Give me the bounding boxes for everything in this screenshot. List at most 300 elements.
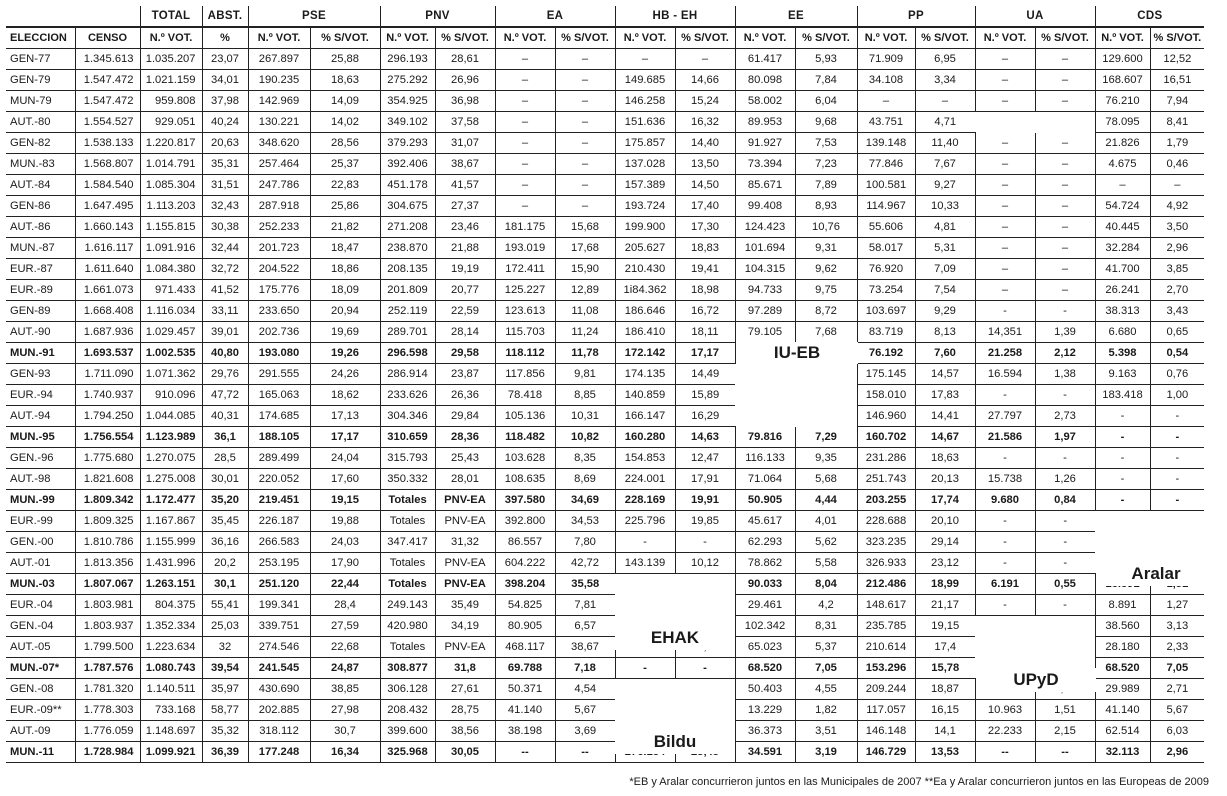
table-cell: 1.044.085: [140, 406, 202, 427]
table-cell: 21.586: [975, 427, 1035, 448]
table-cell: 208.432: [380, 700, 435, 721]
table-cell: 1,97: [1035, 427, 1095, 448]
table-cell: 61.417: [735, 49, 795, 70]
table-cell: 193.019: [495, 238, 555, 259]
table-cell: 35,49: [435, 595, 495, 616]
table-cell: -: [1095, 490, 1150, 511]
table-cell: 228.169: [615, 490, 675, 511]
table-cell: 148.617: [857, 595, 915, 616]
table-cell: 10,76: [795, 217, 857, 238]
table-cell: 3,34: [915, 70, 975, 91]
table-cell: 27,98: [310, 700, 380, 721]
table-cell: 36,16: [202, 532, 248, 553]
table-cell: 733.168: [140, 700, 202, 721]
group-header-ea: EA: [495, 6, 615, 27]
election-name-cell: GEN-79: [6, 70, 75, 91]
table-cell: 350.332: [380, 469, 435, 490]
group-header-cds: CDS: [1095, 6, 1204, 27]
table-cell: 1.080.743: [140, 658, 202, 679]
table-cell: –: [555, 70, 615, 91]
section-label-ehak: EHAK: [615, 626, 735, 650]
table-cell: [1095, 511, 1150, 532]
table-cell: 10.963: [975, 700, 1035, 721]
table-cell: 21.826: [1095, 133, 1150, 154]
table-cell: Totales: [380, 574, 435, 595]
table-cell: 105.136: [495, 406, 555, 427]
table-cell: 30,01: [202, 469, 248, 490]
table-cell: 34,19: [435, 616, 495, 637]
table-cell: [735, 406, 795, 427]
table-cell: 7,23: [795, 154, 857, 175]
table-cell: 29,58: [435, 343, 495, 364]
table-cell: 1.071.362: [140, 364, 202, 385]
table-cell: –: [1035, 133, 1095, 154]
table-cell: -: [1150, 448, 1204, 469]
table-cell: 41.140: [1095, 700, 1150, 721]
table-cell: 175.857: [615, 133, 675, 154]
table-cell: 97.289: [735, 301, 795, 322]
table-cell: 1.799.500: [75, 637, 140, 658]
table-cell: 30,38: [202, 217, 248, 238]
table-cell: 151.636: [615, 112, 675, 133]
table-cell: -: [1095, 469, 1150, 490]
table-cell: 79.105: [735, 322, 795, 343]
table-cell: 146.148: [857, 721, 915, 742]
table-cell: 21,82: [310, 217, 380, 238]
table-cell: 118.112: [495, 343, 555, 364]
table-cell: 323.235: [857, 532, 915, 553]
table-cell: 17,4: [915, 637, 975, 658]
table-cell: 199.900: [615, 217, 675, 238]
table-cell: 32: [202, 637, 248, 658]
table-cell: 1.091.916: [140, 238, 202, 259]
table-cell: 13.229: [735, 700, 795, 721]
table-cell: 398.204: [495, 574, 555, 595]
table-cell: 90.033: [735, 574, 795, 595]
column-header: N.º VOT.: [380, 27, 435, 49]
table-cell: 28,75: [435, 700, 495, 721]
table-cell: 21,88: [435, 238, 495, 259]
table-cell: 13,50: [675, 154, 735, 175]
table-cell: 3,85: [1150, 259, 1204, 280]
election-name-cell: AUT.-01: [6, 553, 75, 574]
table-cell: –: [975, 70, 1035, 91]
table-cell: 19,19: [435, 259, 495, 280]
table-cell: 289.701: [380, 322, 435, 343]
election-name-cell: MUN-79: [6, 91, 75, 112]
table-cell: –: [1095, 175, 1150, 196]
table-cell: 160.280: [615, 427, 675, 448]
table-cell: 73.394: [735, 154, 795, 175]
group-header-hb-eh: HB - EH: [615, 6, 735, 27]
table-cell: 165.063: [248, 385, 310, 406]
table-cell: 190.235: [248, 70, 310, 91]
table-cell: 306.128: [380, 679, 435, 700]
table-cell: 5,31: [915, 238, 975, 259]
column-header: % S/VOT.: [1150, 27, 1204, 49]
table-cell: Totales: [380, 553, 435, 574]
table-cell: 76.192: [857, 343, 915, 364]
table-cell: 2,15: [1035, 721, 1095, 742]
table-cell: 1.538.133: [75, 133, 140, 154]
table-cell: –: [915, 91, 975, 112]
table-cell: PNV-EA: [435, 511, 495, 532]
table-row: [6, 553, 1204, 574]
election-name-cell: GEN.-00: [6, 532, 75, 553]
table-cell: 1.123.989: [140, 427, 202, 448]
table-cell: 18,11: [675, 322, 735, 343]
table-cell: 14,67: [915, 427, 975, 448]
table-cell: 1.270.075: [140, 448, 202, 469]
table-cell: 1.345.613: [75, 49, 140, 70]
table-cell: 36.373: [735, 721, 795, 742]
table-cell: 41.700: [1095, 259, 1150, 280]
table-cell: –: [1035, 70, 1095, 91]
table-cell: 468.117: [495, 637, 555, 658]
column-header: %: [202, 27, 248, 49]
table-cell: 354.925: [380, 91, 435, 112]
table-cell: 1.155.999: [140, 532, 202, 553]
table-cell: 349.102: [380, 112, 435, 133]
table-cell: 1.263.151: [140, 574, 202, 595]
table-cell: 40,80: [202, 343, 248, 364]
table-cell: –: [975, 133, 1035, 154]
table-cell: 1.661.073: [75, 280, 140, 301]
table-cell: 304.675: [380, 196, 435, 217]
table-cell: 310.659: [380, 427, 435, 448]
table-cell: [735, 364, 795, 385]
table-cell: 80.905: [495, 616, 555, 637]
table-cell: -: [1095, 406, 1150, 427]
table-cell: 5,93: [795, 49, 857, 70]
table-cell: 35,58: [555, 574, 615, 595]
table-cell: 4,44: [795, 490, 857, 511]
table-cell: 19,41: [675, 259, 735, 280]
table-cell: 9,68: [795, 112, 857, 133]
table-cell: -: [1035, 532, 1095, 553]
table-cell: 257.464: [248, 154, 310, 175]
table-cell: 1.167.867: [140, 511, 202, 532]
table-cell: -: [975, 553, 1035, 574]
table-cell: 1.431.996: [140, 553, 202, 574]
table-cell: 102.342: [735, 616, 795, 637]
table-cell: 130.221: [248, 112, 310, 133]
table-cell: 124.423: [735, 217, 795, 238]
election-name-cell: GEN-86: [6, 196, 75, 217]
table-cell: [1035, 616, 1095, 637]
table-cell: 76.920: [857, 259, 915, 280]
table-cell: 154.853: [615, 448, 675, 469]
group-header-ua: UA: [975, 6, 1095, 27]
table-cell: 17,13: [310, 406, 380, 427]
election-name-cell: EUR.-94: [6, 385, 75, 406]
table-cell: 108.635: [495, 469, 555, 490]
table-cell: 99.408: [735, 196, 795, 217]
table-cell: 1.547.472: [75, 91, 140, 112]
table-cell: 1.085.304: [140, 175, 202, 196]
table-cell: 1.223.634: [140, 637, 202, 658]
table-cell: 20,94: [310, 301, 380, 322]
table-cell: 5.398: [1095, 343, 1150, 364]
table-row: [6, 322, 1204, 343]
table-cell: 117.856: [495, 364, 555, 385]
column-header: N.º VOT.: [140, 27, 202, 49]
table-cell: 18,62: [310, 385, 380, 406]
table-row: [6, 259, 1204, 280]
table-cell: 1.803.937: [75, 616, 140, 637]
table-cell: -: [1035, 595, 1095, 616]
table-cell: 1,38: [1035, 364, 1095, 385]
table-cell: 31,8: [435, 658, 495, 679]
table-cell: 181.175: [495, 217, 555, 238]
table-cell: 7,89: [795, 175, 857, 196]
table-cell: 14,351: [975, 322, 1035, 343]
table-cell: 20,10: [915, 511, 975, 532]
table-cell: [1035, 637, 1095, 658]
table-cell: –: [555, 154, 615, 175]
table-cell: 1.728.984: [75, 742, 140, 763]
table-cell: 146.729: [857, 742, 915, 763]
table-cell: 34,69: [555, 490, 615, 511]
election-name-cell: EUR.-89: [6, 280, 75, 301]
table-cell: -: [975, 448, 1035, 469]
table-row: [6, 511, 1204, 532]
table-cell: 146.258: [615, 91, 675, 112]
table-cell: 929.051: [140, 112, 202, 133]
table-cell: 1.275.008: [140, 469, 202, 490]
table-cell: [675, 679, 735, 700]
table-cell: 2,70: [1150, 280, 1204, 301]
table-cell: -: [975, 595, 1035, 616]
table-cell: 14,09: [310, 91, 380, 112]
table-cell: 186.410: [615, 322, 675, 343]
table-cell: 54.724: [1095, 196, 1150, 217]
table-cell: 18,63: [310, 70, 380, 91]
election-name-cell: GEN-82: [6, 133, 75, 154]
group-header-pse: PSE: [248, 6, 380, 27]
table-cell: 65.023: [735, 637, 795, 658]
table-cell: 15.738: [975, 469, 1035, 490]
table-cell: 7,67: [915, 154, 975, 175]
table-cell: 26.241: [1095, 280, 1150, 301]
election-name-cell: MUN.-07*: [6, 658, 75, 679]
table-cell: [615, 574, 675, 595]
table-cell: –: [495, 175, 555, 196]
table-cell: –: [1035, 154, 1095, 175]
table-cell: 29.989: [1095, 679, 1150, 700]
table-cell: 18,86: [310, 259, 380, 280]
table-cell: 23,07: [202, 49, 248, 70]
table-cell: 149.685: [615, 70, 675, 91]
table-row: [6, 490, 1204, 511]
table-cell: 18,47: [310, 238, 380, 259]
table-cell: 40,24: [202, 112, 248, 133]
table-cell: 224.001: [615, 469, 675, 490]
column-header: CENSO: [75, 27, 140, 49]
table-cell: 58.002: [735, 91, 795, 112]
table-cell: 13,53: [915, 742, 975, 763]
table-cell: –: [975, 217, 1035, 238]
table-cell: 318.112: [248, 721, 310, 742]
table-cell: 35,20: [202, 490, 248, 511]
table-cell: 2,73: [1035, 406, 1095, 427]
column-header: N.º VOT.: [975, 27, 1035, 49]
table-cell: 271.208: [380, 217, 435, 238]
table-cell: 38.560: [1095, 616, 1150, 637]
table-cell: –: [975, 49, 1035, 70]
table-row: [6, 133, 1204, 154]
table-cell: 160.702: [857, 427, 915, 448]
table-cell: 1.002.535: [140, 343, 202, 364]
table-cell: 27,61: [435, 679, 495, 700]
column-header: % S/VOT.: [795, 27, 857, 49]
election-name-cell: GEN.-96: [6, 448, 75, 469]
table-cell: 4,92: [1150, 196, 1204, 217]
table-cell: –: [1150, 175, 1204, 196]
table-cell: 29.461: [735, 595, 795, 616]
table-cell: 36,98: [435, 91, 495, 112]
table-cell: 24,04: [310, 448, 380, 469]
table-cell: 25,37: [310, 154, 380, 175]
table-cell: 94.733: [735, 280, 795, 301]
table-cell: 392.800: [495, 511, 555, 532]
table-cell: 3,51: [795, 721, 857, 742]
table-cell: -: [1150, 406, 1204, 427]
table-cell: 7,68: [795, 322, 857, 343]
group-header-total: TOTAL: [140, 6, 202, 27]
table-cell: 1.014.791: [140, 154, 202, 175]
table-cell: 233.650: [248, 301, 310, 322]
table-cell: 6,57: [555, 616, 615, 637]
table-cell: 959.808: [140, 91, 202, 112]
table-cell: –: [1035, 280, 1095, 301]
table-cell: 5,62: [795, 532, 857, 553]
table-cell: 24,26: [310, 364, 380, 385]
table-cell: 604.222: [495, 553, 555, 574]
table-cell: 40,31: [202, 406, 248, 427]
table-cell: [1095, 532, 1150, 553]
table-cell: 28,36: [435, 427, 495, 448]
table-cell: 62.293: [735, 532, 795, 553]
table-cell: 339.751: [248, 616, 310, 637]
table-row: [6, 175, 1204, 196]
table-cell: 21,17: [915, 595, 975, 616]
table-cell: 55,41: [202, 595, 248, 616]
table-cell: 101.694: [735, 238, 795, 259]
election-name-cell: MUN.-95: [6, 427, 75, 448]
table-cell: 8,72: [795, 301, 857, 322]
table-cell: 30,1: [202, 574, 248, 595]
table-cell: 193.080: [248, 343, 310, 364]
table-cell: 9,81: [555, 364, 615, 385]
table-cell: 100.581: [857, 175, 915, 196]
table-cell: 14,1: [915, 721, 975, 742]
table-cell: 26,36: [435, 385, 495, 406]
table-cell: 117.057: [857, 700, 915, 721]
table-row: [6, 154, 1204, 175]
table-cell: 1.172.477: [140, 490, 202, 511]
table-cell: 1.756.554: [75, 427, 140, 448]
table-cell: 43.751: [857, 112, 915, 133]
table-cell: -: [975, 301, 1035, 322]
table-cell: 275.292: [380, 70, 435, 91]
table-cell: -: [1035, 553, 1095, 574]
table-cell: 1i84.362: [615, 280, 675, 301]
table-cell: [975, 112, 1035, 133]
table-cell: –: [555, 91, 615, 112]
table-cell: 76.210: [1095, 91, 1150, 112]
column-header-row: [6, 27, 1204, 49]
table-cell: [795, 385, 857, 406]
table-cell: 1,79: [1150, 133, 1204, 154]
table-cell: 205.627: [615, 238, 675, 259]
table-cell: 1.099.921: [140, 742, 202, 763]
column-header: % S/VOT.: [435, 27, 495, 49]
table-cell: 241.545: [248, 658, 310, 679]
table-cell: -: [1095, 427, 1150, 448]
table-cell: 30,7: [310, 721, 380, 742]
table-cell: 21.258: [975, 343, 1035, 364]
table-cell: 20,13: [915, 469, 975, 490]
table-row: [6, 721, 1204, 742]
table-cell: 78.418: [495, 385, 555, 406]
table-cell: 22,83: [310, 175, 380, 196]
table-cell: 174.685: [248, 406, 310, 427]
table-cell: 24,03: [310, 532, 380, 553]
table-cell: 38,85: [310, 679, 380, 700]
table-cell: 235.785: [857, 616, 915, 637]
table-row: [6, 616, 1204, 637]
table-cell: 10,31: [555, 406, 615, 427]
table-cell: –: [1035, 196, 1095, 217]
column-header: ELECCION: [6, 27, 75, 49]
table-cell: -: [615, 658, 675, 679]
table-cell: 25,03: [202, 616, 248, 637]
table-cell: 5,67: [1150, 700, 1204, 721]
table-cell: 231.286: [857, 448, 915, 469]
table-cell: 19,26: [310, 343, 380, 364]
table-cell: 6.191: [975, 574, 1035, 595]
table-cell: 220.052: [248, 469, 310, 490]
table-cell: 19,91: [675, 490, 735, 511]
table-cell: 238.870: [380, 238, 435, 259]
table-cell: 28,56: [310, 133, 380, 154]
table-cell: -: [975, 532, 1035, 553]
table-cell: 17,40: [675, 196, 735, 217]
table-cell: 1.807.067: [75, 574, 140, 595]
table-cell: 1.352.334: [140, 616, 202, 637]
table-cell: 1.554.527: [75, 112, 140, 133]
election-results-table-container: [6, 6, 1204, 763]
table-cell: 28,01: [435, 469, 495, 490]
table-cell: 10,82: [555, 427, 615, 448]
table-cell: 1.740.937: [75, 385, 140, 406]
table-cell: –: [1035, 91, 1095, 112]
table-cell: 253.195: [248, 553, 310, 574]
table-cell: 28,61: [435, 49, 495, 70]
table-cell: 116.133: [735, 448, 795, 469]
table-cell: 9,75: [795, 280, 857, 301]
table-cell: 36,39: [202, 742, 248, 763]
table-cell: 32.113: [1095, 742, 1150, 763]
table-cell: 226.187: [248, 511, 310, 532]
table-cell: 3,43: [1150, 301, 1204, 322]
table-cell: 14,57: [915, 364, 975, 385]
table-row: [6, 238, 1204, 259]
table-cell: 2,33: [1150, 637, 1204, 658]
table-cell: 31,51: [202, 175, 248, 196]
table-cell: [1035, 112, 1095, 133]
